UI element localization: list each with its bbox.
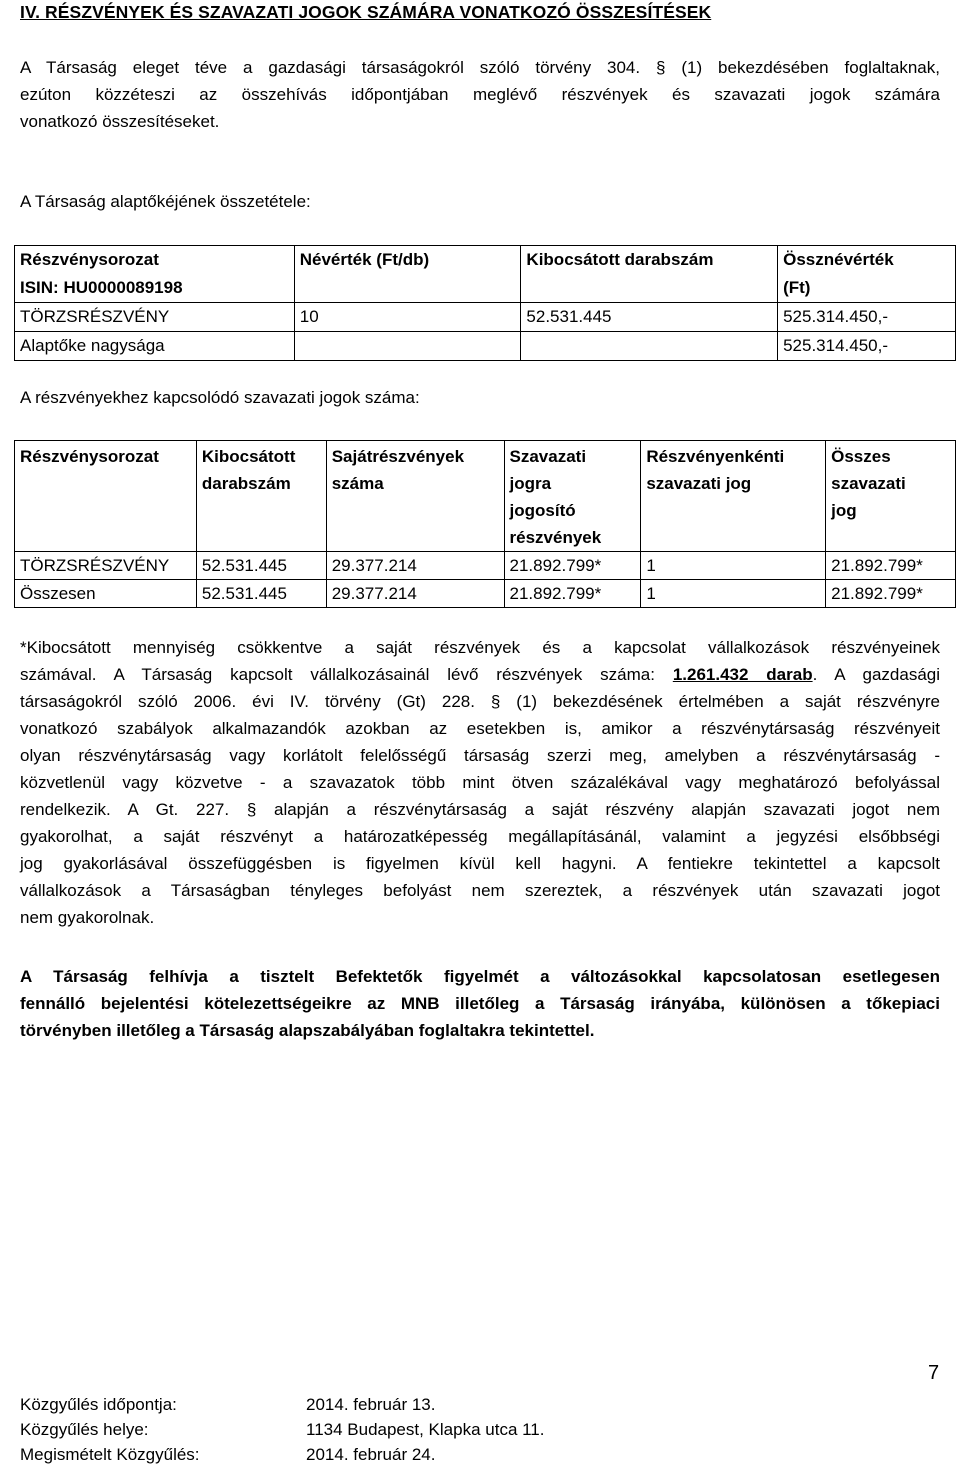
affiliate-share-count: 1.261.432 darab xyxy=(672,665,813,684)
table-header-row xyxy=(15,246,956,303)
page-number: 7 xyxy=(928,1362,940,1384)
note-line: vonatkozó szabályok alkalmazandók azokban az esetekben is, amikor a részvénytársaság részvényeit xyxy=(20,719,940,738)
cell-series: TÖRZSRÉSZVÉNY xyxy=(15,552,197,580)
cell-empty xyxy=(521,332,778,361)
note-line: gyakorolhat, a saját részvényt a határozatképesség megállapításánál, valamint a jegyzési elsőbbségi xyxy=(20,827,940,846)
cell-per-share: 1 xyxy=(641,580,826,608)
footer-value: 1134 Budapest, Klapka utca 11. xyxy=(306,1420,545,1439)
table-row xyxy=(15,552,956,580)
table-row xyxy=(15,332,956,361)
section-heading: IV. RÉSZVÉNYEK ÉS SZAVAZATI JOGOK SZÁMÁRA VONATKOZÓ ÖSSZESÍTÉSEK xyxy=(20,2,712,22)
capital-title: A Társaság alaptőkéjének összetétele: xyxy=(20,192,311,211)
cell-voting: 21.892.799* xyxy=(504,552,641,580)
intro-line: ezúton közzéteszi az összehívás időpontjában meglévő részvények és szavazati jogok számára xyxy=(20,85,940,104)
cell-per-share: 1 xyxy=(641,552,826,580)
voting-table xyxy=(14,440,956,608)
note-paragraph xyxy=(20,634,940,931)
note-line: közvetlenül vagy közvetve - a szavazatok több mint ötven százalékával vagy meghatározó befolyással xyxy=(20,773,940,792)
note-line: rendelkezik. A Gt. 227. § alapján a részvénytársaság a saját részvény alapján szavazati jogot nem xyxy=(20,800,940,819)
header-series: Részvénysorozat xyxy=(15,441,197,552)
closing-line: törvényben illetőleg a Társaság alapszabályában foglaltakra tekintettel. xyxy=(20,1021,595,1040)
header-series: Részvénysorozat ISIN: HU0000089198 xyxy=(15,246,295,303)
footer-label: Közgyűlés időpontja: xyxy=(20,1395,177,1414)
note-line: társaságokról szóló 2006. évi IV. törvény (Gt) 228. § (1) bekezdésének értelmében a saját részvényre xyxy=(20,692,940,711)
note-line: nem gyakorolnak. xyxy=(20,908,155,927)
footer-label: Megismételt Közgyűlés: xyxy=(20,1445,200,1464)
header-total-votes: Összes szavazati jog xyxy=(826,441,956,552)
intro-line: vonatkozó összesítéseket. xyxy=(20,112,220,131)
header-voting-shares: Szavazati jogra jogosító részvények xyxy=(504,441,641,552)
footer-value: 2014. február 24. xyxy=(306,1445,436,1464)
header-own-shares: Sajátrészvények száma xyxy=(326,441,504,552)
note-line: olyan részvénytársaság vagy korlátolt felelősségű társaság szerzi meg, amelyben a részvénytársaság - xyxy=(20,746,940,765)
cell-issued: 52.531.445 xyxy=(196,580,326,608)
header-issued: Kibocsátott darabszám xyxy=(196,441,326,552)
closing-paragraph xyxy=(20,963,940,1044)
capital-table xyxy=(14,245,956,361)
meeting-footer xyxy=(20,1392,545,1467)
cell-own: 29.377.214 xyxy=(326,552,504,580)
note-line: számával. A Társaság kapcsolt vállalkozásainál lévő részvények száma: 1.261.432 darab. A gazdasági xyxy=(20,665,941,684)
cell-total: 525.314.450,- xyxy=(778,303,956,332)
header-issued: Kibocsátott darabszám xyxy=(521,246,778,303)
footer-label: Közgyűlés helye: xyxy=(20,1420,149,1439)
table-header-row xyxy=(15,441,956,552)
cell-label: Alaptőke nagysága xyxy=(15,332,295,361)
cell-empty xyxy=(294,332,521,361)
cell-issued: 52.531.445 xyxy=(196,552,326,580)
intro-paragraph xyxy=(20,54,940,135)
footer-row xyxy=(20,1392,545,1417)
closing-line: A Társaság felhívja a tisztelt Befektetők figyelmét a változásokkal kapcsolatosan esetlegesen xyxy=(20,967,940,986)
table-row xyxy=(15,303,956,332)
voting-title: A részvényekhez kapcsolódó szavazati jogok száma: xyxy=(20,388,420,407)
header-per-share: Részvényenkénti szavazati jog xyxy=(641,441,826,552)
cell-own: 29.377.214 xyxy=(326,580,504,608)
header-total: Össznévérték (Ft) xyxy=(778,246,956,303)
header-nominal: Névérték (Ft/db) xyxy=(294,246,521,303)
footer-value: 2014. február 13. xyxy=(306,1395,436,1414)
intro-line: A Társaság eleget téve a gazdasági társaságokról szóló törvény 304. § (1) bekezdésében foglaltaknak, xyxy=(20,58,940,77)
cell-total: 21.892.799* xyxy=(826,580,956,608)
note-line: vállalkozások a Társaságban tényleges befolyást nem szereztek, a részvények után szavazati jogot xyxy=(20,881,940,900)
closing-line: fennálló bejelentési kötelezettségeikre az MNB illetőleg a Társaság irányába, különösen a tőkepiaci xyxy=(20,994,940,1013)
footer-row xyxy=(20,1417,545,1442)
footer-row xyxy=(20,1442,545,1467)
note-line: *Kibocsátott mennyiség csökkentve a saját részvények és a kapcsolat vállalkozások részvényeinek xyxy=(20,638,940,657)
cell-total: 525.314.450,- xyxy=(778,332,956,361)
cell-series: TÖRZSRÉSZVÉNY xyxy=(15,303,295,332)
table-row xyxy=(15,580,956,608)
note-line: jog gyakorlásával összefüggésben is figyelmen kívül kell hagyni. A fentiekre tekintettel a kapcsolt xyxy=(20,854,940,873)
cell-total: 21.892.799* xyxy=(826,552,956,580)
cell-issued: 52.531.445 xyxy=(521,303,778,332)
cell-series: Összesen xyxy=(15,580,197,608)
cell-voting: 21.892.799* xyxy=(504,580,641,608)
cell-nominal: 10 xyxy=(294,303,521,332)
